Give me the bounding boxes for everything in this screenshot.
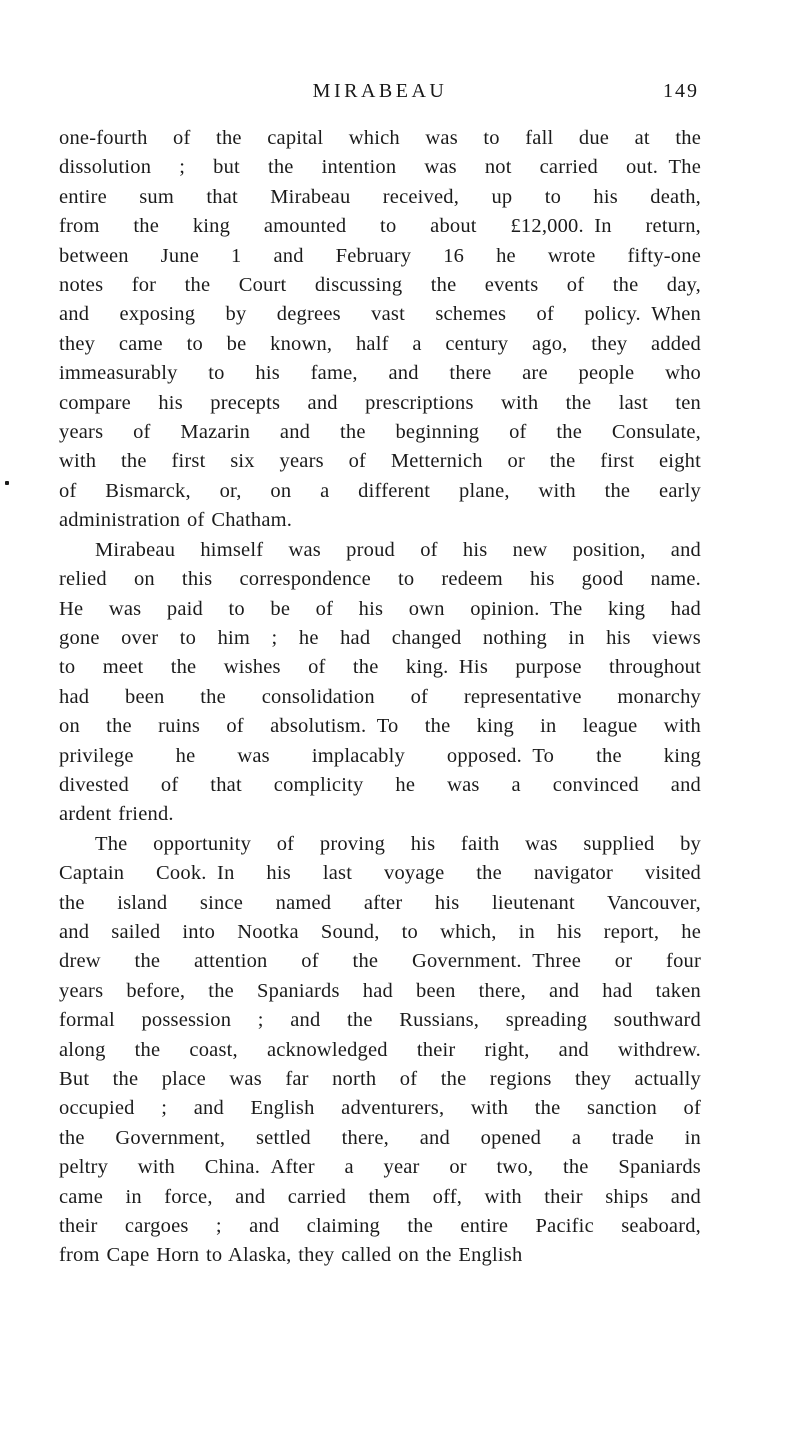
text-line: He was paid to be of his own opinion. The king had	[59, 597, 701, 620]
text-line: compare his precepts and prescriptions with the last ten	[59, 391, 701, 414]
text-line: ardent friend.	[59, 803, 174, 826]
text-line: had been the consolidation of representative monarchy	[59, 685, 701, 708]
text-line: the Government, settled there, and opened a trade in	[59, 1126, 701, 1149]
text-line: of Bismarck, or, on a different plane, with the early	[59, 479, 701, 502]
running-title: MIRABEAU	[312, 80, 448, 102]
text-line: along the coast, acknowledged their right, and withdrew.	[59, 1038, 701, 1061]
text-line: notes for the Court discussing the events of the day,	[59, 274, 701, 297]
text-line: their cargoes ; and claiming the entire Pacific seaboard,	[59, 1215, 701, 1238]
page-header	[59, 78, 701, 106]
text-line: entire sum that Mirabeau received, up to his death,	[59, 185, 701, 208]
text-line: But the place was far north of the regions they actually	[59, 1068, 701, 1090]
text-line: between June 1 and February 16 he wrote fifty-one	[59, 244, 701, 267]
text-line: administration of Chatham.	[59, 509, 293, 532]
text-line: The opportunity of proving his faith was supplied by	[95, 832, 701, 855]
page-body	[59, 124, 701, 1271]
page-number: 149	[663, 80, 699, 102]
paragraph	[59, 124, 701, 536]
text-line: to meet the wishes of the king. His purpose throughout	[59, 656, 701, 679]
text-line: and sailed into Nootka Sound, to which, in his report, he	[59, 920, 701, 943]
text-line: Captain Cook. In his last voyage the navigator visited	[59, 862, 701, 885]
text-line: relied on this correspondence to redeem his good name.	[59, 568, 701, 591]
text-line: with the first six years of Metternich or the first eight	[59, 450, 701, 473]
text-line: dissolution ; but the intention was not carried out. The	[59, 156, 701, 179]
text-line: immeasurably to his fame, and there are people who	[59, 362, 701, 385]
text-line: gone over to him ; he had changed nothing in his views	[59, 626, 701, 649]
text-line: formal possession ; and the Russians, spreading southward	[59, 1009, 701, 1032]
text-line: and exposing by degrees vast schemes of policy. When	[59, 303, 701, 326]
text-line: they came to be known, half a century ago, they added	[59, 332, 701, 355]
text-line: Mirabeau himself was proud of his new position, and	[95, 538, 701, 561]
text-line: divested of that complicity he was a convinced and	[59, 773, 701, 796]
text-line: years of Mazarin and the beginning of the Consulate,	[59, 421, 701, 444]
text-line: privilege he was implacably opposed. To the king	[59, 744, 701, 767]
ink-speck	[5, 481, 9, 485]
text-line: drew the attention of the Government. Three or four	[59, 950, 701, 973]
text-line: the island since named after his lieutenant Vancouver,	[59, 891, 701, 914]
text-line: occupied ; and English adventurers, with the sanction of	[59, 1097, 701, 1120]
paragraph	[59, 830, 701, 1271]
text-line: one-fourth of the capital which was to fall due at the	[59, 127, 701, 149]
text-line: came in force, and carried them off, with their ships and	[59, 1185, 701, 1208]
text-line: from the king amounted to about £12,000. In return,	[59, 215, 701, 238]
text-line: from Cape Horn to Alaska, they called on the English	[59, 1244, 523, 1267]
paragraph	[59, 536, 701, 830]
text-line: peltry with China. After a year or two, the Spaniards	[59, 1156, 701, 1179]
text-line: years before, the Spaniards had been there, and had taken	[59, 979, 701, 1002]
text-line: on the ruins of absolutism. To the king in league with	[59, 715, 701, 738]
